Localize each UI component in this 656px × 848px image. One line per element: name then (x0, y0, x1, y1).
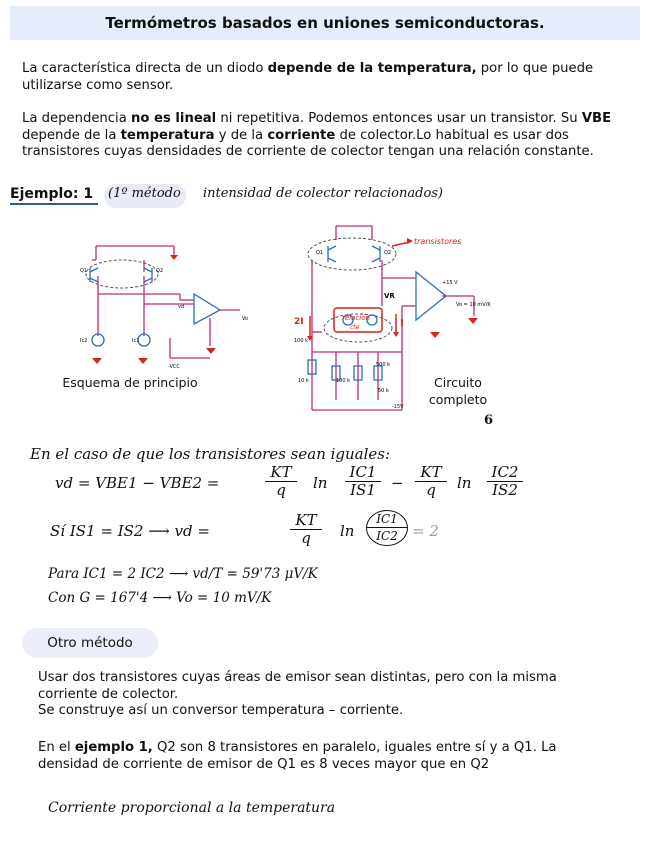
right-r2-label: 10 k (298, 378, 309, 384)
intro-text: ni repetitiva. Podemos entonces usar un transistor. Su (216, 111, 582, 126)
intro-bold: temperatura (120, 127, 215, 143)
page-number: 6 (484, 413, 494, 428)
otro-metodo-pill (22, 628, 158, 658)
eq2-fraction-2 (366, 510, 408, 546)
example-note-detail: intensidad de colector relacionados) (202, 186, 444, 201)
eq2-fraction-1 (290, 512, 322, 547)
eq1-q1: q (276, 481, 286, 499)
right-cte-label: cte (350, 324, 360, 331)
page-title: Termómetros basados en uniones semiconductoras. (105, 14, 545, 32)
left-q2-label: Q2 (156, 268, 164, 274)
eq1-ln1: ln (313, 474, 328, 492)
right-relacion-label: relación (342, 314, 370, 322)
eq2-kt: KT (290, 512, 322, 530)
intro-bold: corriente (267, 127, 336, 143)
intro-bold: depende de la temperatura, (267, 61, 477, 76)
right-i-label: I (400, 318, 404, 329)
left-ic2-label: Ic2 (80, 338, 88, 344)
left-vd-label: vd (178, 304, 185, 310)
otro-metodo-paragraph-2 (38, 740, 618, 773)
eq1-fraction-2 (345, 464, 381, 499)
left-q1-label: Q1 (80, 268, 88, 274)
equation-3: Para IC1 = 2 IC2 ⟶ vd/T = 59'73 μV/K (48, 566, 318, 582)
example-note (108, 186, 443, 201)
eq1-ic1: IC1 (345, 464, 381, 482)
eq1-ln2: ln (457, 474, 472, 492)
right-q2-label: Q2 (384, 250, 392, 256)
intro-text: de colector.Lo habitual es usar dos transistores cuyas densidades de corriente de colector tengan una relación constante. (22, 127, 594, 159)
right-transistores-label: transistores (414, 237, 462, 246)
otro-metodo-text-3c: Q2 son 8 transistores en paralelo, iguales entre sí y a Q1. La densidad de corriente de emisor de Q1 es 8 veces mayor que en Q2 (38, 740, 557, 772)
intro-paragraph-1 (22, 61, 637, 94)
right-vminus-label: -15V (392, 404, 404, 410)
otro-metodo-bold: ejemplo 1, (74, 740, 153, 755)
eq1-fraction-1 (265, 464, 297, 499)
eq1-ic2: IC2 (487, 464, 523, 482)
handwritten-intro: En el caso de que los transistores sean iguales: (30, 445, 391, 463)
intro-paragraph-2 (22, 111, 632, 161)
right-r3-label: 100 k (336, 378, 351, 384)
left-vcc-label: -VCC (168, 364, 180, 370)
right-vo-label: Vo = 10 mV/K (456, 302, 491, 308)
otro-metodo-label: Otro método (47, 635, 133, 651)
circuit-principle-diagram (70, 238, 260, 378)
intro-text: por lo que puede utilizarse como sensor. (22, 61, 594, 93)
eq1-fraction-4 (487, 464, 523, 499)
eq1-minus: − (391, 474, 404, 492)
eq1-is2: IS2 (492, 481, 518, 499)
intro-text: La dependencia (22, 111, 131, 126)
eq1-fraction-3 (415, 464, 447, 499)
eq2-ln: ln (340, 522, 355, 540)
principle-caption: Esquema de principio (62, 375, 198, 390)
right-2i-label: 2I (294, 317, 304, 327)
right-q1-label: Q1 (316, 250, 324, 256)
intro-bold: VBE (581, 111, 612, 126)
eq1-lhs: vd = VBE1 − VBE2 = (55, 474, 220, 492)
eq1-q2: q (426, 481, 436, 499)
eq2-lhs: Sí IS1 = IS2 ⟶ vd = (50, 522, 210, 540)
eq2-equals-two: = 2 (412, 522, 439, 540)
right-r4-label: 500 k (376, 362, 391, 368)
right-r5-label: 50 k (378, 388, 389, 394)
eq1-kt2: KT (415, 464, 447, 482)
example-note-method: (1º método (108, 186, 181, 201)
complete-caption-line-2: completo (428, 392, 488, 407)
complete-caption (418, 374, 498, 408)
example-label: Ejemplo: 1 (10, 186, 94, 202)
intro-text: La característica directa de un diodo (22, 61, 268, 76)
example-underline (10, 203, 98, 205)
right-r1-label: 100 k (294, 338, 309, 344)
otro-metodo-text-2: Se construye así un conversor temperatura – corriente. (38, 703, 404, 718)
otro-metodo-paragraph-1 (38, 670, 618, 720)
right-vplus-label: +15 V (442, 280, 458, 286)
intro-text: depende de la (22, 127, 121, 143)
complete-caption-line-1: Circuito (434, 375, 482, 390)
left-ic1-label: Ic1 (132, 338, 140, 344)
title-bar (10, 6, 640, 40)
eq2-q: q (301, 529, 311, 547)
intro-text: y de la (214, 127, 268, 143)
equation-4: Con G = 167'4 ⟶ Vo = 10 mV/K (48, 590, 272, 606)
otro-metodo-text-1: Usar dos transistores cuyas áreas de emisor sean distintas, pero con la misma corriente de colector. (38, 670, 557, 702)
eq1-is1: IS1 (350, 481, 376, 499)
otro-metodo-text-3a: En el (38, 740, 75, 755)
footer-handwritten-note: Corriente proporcional a la temperatura (48, 800, 336, 816)
right-vr-label: VR (384, 292, 395, 300)
left-vo-label: Vo (242, 316, 249, 322)
eq2-ic1: IC1 (367, 511, 407, 528)
intro-bold: no es lineal (130, 111, 217, 126)
eq2-ic2: IC2 (376, 529, 398, 543)
eq1-kt1: KT (265, 464, 297, 482)
